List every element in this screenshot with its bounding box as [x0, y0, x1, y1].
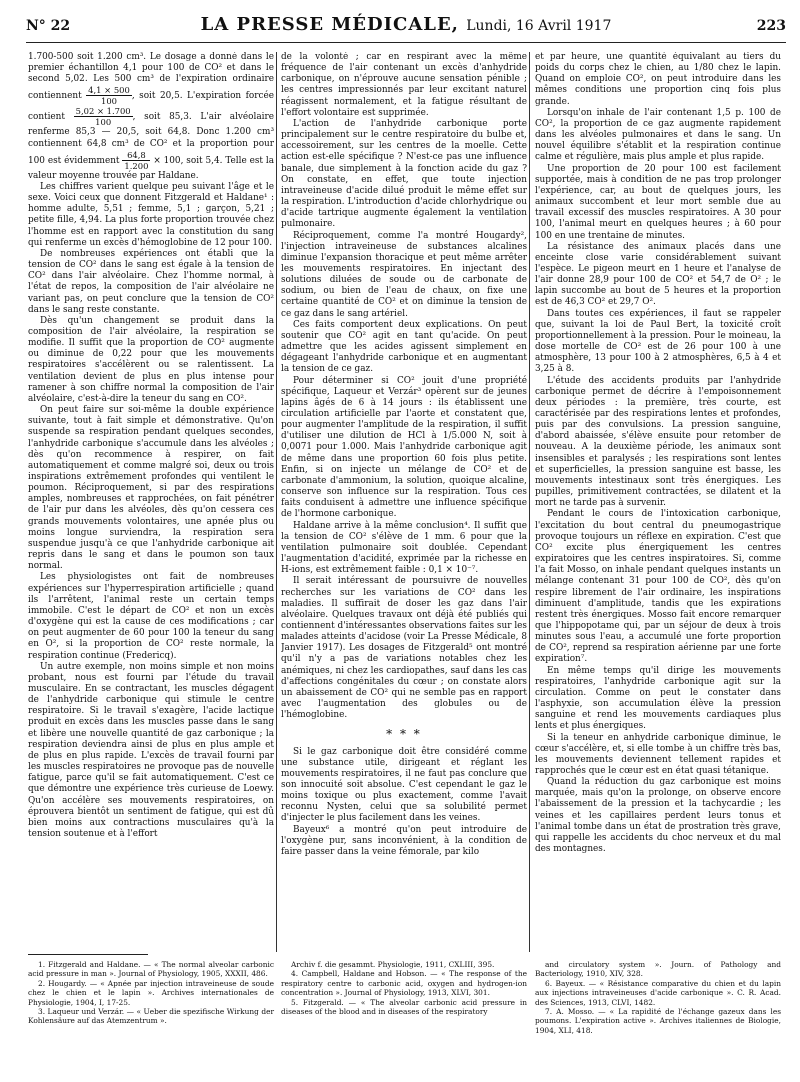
header-rule — [26, 42, 786, 43]
fraction-2-den: 100 — [95, 117, 112, 128]
page-header — [26, 0, 786, 40]
footnotes-column-2 — [281, 960, 527, 1016]
footnote: 5. Fitzgerald. — « The alveolar carbonic acid pressure in diseases of the blood and in diseases of the respiratory — [281, 997, 527, 1017]
paragraph: Les physiologistes ont fait de nombreuses expériences sur l'hyperrespiration artificielle ; quand ils l'arrêtent, l'animal reste un certain temps immobile. C'est le départ de CO² et non un excès d'oxygène qui est la cause de ces modifications ; car on peut augmenter de 60 pour 100 la teneur du sang en O², si la proportion de CO² reste normale, la respiration continue (Fredericq). — [28, 572, 274, 661]
footnote: 7. A. Mosso. — « La rapidité de l'échange gazeux dans les poumons. L'expiration active ». Archives italiennes de Biologie, 1904, XLI, 418. — [535, 1007, 781, 1035]
footnotes-column-1 — [28, 960, 274, 1026]
paragraph: L'étude des accidents produits par l'anhydride carbonique permet de décrire à l'empoisonnement deux périodes : la première, très courte, est caractérisée par des respirations lentes et profondes, puis par des convulsions. La pression sanguine, d'abord abaissée, s'élève ensuite pour retomber de nouveau. A la deuxième période, les animaux sont insensibles et paralysés ; les respirations sont lentes et superficielles, la pression sanguine est basse, les mouvements intestinaux sont très énergiques. Les pupilles, primitivement contractées, se dilatent et la mort ne tarde pas à survenir. — [535, 375, 781, 509]
issue-number: N° 22 — [26, 18, 71, 34]
paragraph: La résistance des animaux placés dans une enceinte close varie considérablement suivant l'espèce. Le pigeon meurt en 1 heure et l'analyse de l'air donne 28,9 pour 100 de CO² et 54,7 de O² ; le lapin succombe au bout de 5 heures et la proportion est de 46,3 CO² et 29,7 O². — [535, 241, 781, 308]
fraction-2 — [74, 106, 133, 127]
footnote: 4. Campbell, Haldane and Hobson. — « The response of the respiratory centre to carbonic acid, oxygen and hydrogen-ion concentration ». Journal of Physiology, 1913, XLVI, 301. — [281, 969, 527, 998]
paragraph: On peut faire sur soi-même la double expérience suivante, tout à fait simple et démonstrative. Qu'on suspende sa respiration pendant quelques secondes, l'anhydride carbonique s'accumule dans les alvéoles ; dès qu'on recommence à respirer, on fait automatiquement et comme malgré soi, deux ou trois inspirations extrêmement profondes qui ventilent le poumon. Réciproquement, si par des respirations amples, nombreuses et rapprochées, on fait pénétrer de l'air pur dans les alvéoles, dès qu'on cessera ces grands mouvements volontaires, une apnée plus ou moins longue surviendra, la respiration sera suspendue jusqu'à ce que l'anhydride carbonique ait repris dans le sang et dans le poumon son taux normal. — [28, 405, 274, 572]
paragraph: Une proportion de 20 pour 100 est facilement supportée, mais à condition de ne pas trop prolonger l'expérience, car, au bout de quelques jours, les animaux succombent et leur mort semble due au travail excessif des muscles respiratoires. A 30 pour 100, l'animal meurt en quelques heures ; à 60 pour 100 en une trentaine de minutes. — [535, 163, 781, 241]
paragraph: Si la teneur en anhydride carbonique diminue, le cœur s'accélère, et, si elle tombe à un chiffre très bas, les mouvements deviennent tellement rapides et rapprochés que le cœur est en état quasi tétanique. — [535, 732, 781, 776]
column-3 — [535, 52, 781, 952]
footnote: 1. Fitzgerald and Haldane. — « The normal alveolar carbonic acid pressure in man ». Journal of Physiology, 1905, XXXII, 486. — [28, 960, 274, 979]
paragraph: Dans toutes ces expériences, il faut se rappeler que, suivant la loi de Paul Bert, la toxicité croît proportionnellement à la pression. Pour le moineau, la dose mortelle de CO² est de 26 pour 100 à une atmosphère, 13 pour 100 à 2 atmosphères, 6,5 à 4 et 3,25 à 8. — [535, 308, 781, 375]
paragraph: Les chiffres varient quelque peu suivant l'âge et le sexe. Voici ceux que donnent Fitzgerald et Haldane¹ : homme adulte, 5,51 ; femme, 5,1 ; garçon, 5,21 ; petite fille, 4,94. La plus forte proportion trouvée chez l'homme est en rapport avec la constitution du sang qui renferme un excès d'hémoglobine de 12 pour 100. — [28, 181, 274, 248]
section-separator: * * * — [386, 727, 422, 742]
page-number: 223 — [756, 18, 786, 34]
calc-text-2: , soit 20,5. L'expiration forcée contient — [28, 91, 274, 123]
calc-text-3: , soit 85,3. L'air alvéolaire renferme 85,3 — 20,5, soit 64,8. Donc 1.200 cm³ contiennent 64,8 cm³ de CO² et la proportion pour 100 est évidemment — [28, 112, 274, 166]
fraction-1-num: 4,1 × 500 — [88, 85, 130, 96]
fraction-1-den: 100 — [101, 96, 117, 107]
paragraph: L'action de l'anhydride carbonique porte principalement sur le centre respiratoire du bulbe et, accessoirement, sur les centres de la moelle. Cette action est-elle spécifique ? N'est-ce pas une influence banale, due simplement à la fonction acide du gaz ? On constate, en effet, que toute injection intraveineuse d'acide dilué produit le même effet sur la respiration. L'introduction d'acide chlorhydrique ou d'acide tartrique augmente également la ventilation pulmonaire. — [281, 118, 527, 230]
issue-date: Lundi, 16 Avril 1917 — [466, 18, 612, 34]
paragraph: Il serait intéressant de poursuivre de nouvelles recherches sur les variations de CO² dans les maladies. Il suffirait de doser les gaz dans l'air alvéolaire. Quelques travaux ont déjà été publiés qui contiennent d'intéressantes observations faites sur les malades atteints d'acidose (voir La Presse Médicale, 8 Janvier 1917). Les dosages de Fitzgerald⁵ ont montré qu'il n'y a pas de variations notables chez les anémiques, ni chez les cardiopathes, sauf dans les cas d'affections congénitales du cœur ; on constate alors un abaissement de CO² qui ne semble pas en rapport avec l'augmentation des globules ou de l'hémoglobine. — [281, 576, 527, 721]
footnote-rule — [28, 954, 148, 955]
column-divider — [529, 52, 530, 952]
footnote: Archiv f. die gesammt. Physiologie, 1911, CXLIII, 395. — [291, 960, 495, 969]
journal-title — [26, 14, 786, 35]
paragraph: Dès qu'un changement se produit dans la composition de l'air alvéolaire, la respiration se modifie. Il suffit que la proportion de CO² augmente ou diminue de 0,22 pour que les mouvements respiratoires s'accélèrent ou se ralentissent. La ventilation devient de plus en plus intense pour ramener à son chiffre normal la composition de l'air alvéolaire, c'est-à-dire la teneur du sang en CO². — [28, 315, 274, 404]
paragraph: En même temps qu'il dirige les mouvements respiratoires, l'anhydride carbonique agit sur la circulation. Comme on peut le constater dans l'asphyxie, son accumulation élève la pression sanguine et rend les mouvements cardiaques plus lents et plus énergiques. — [535, 665, 781, 732]
fraction-3-num: 64,8 — [122, 150, 150, 161]
footnote: 3. Laqueur und Verzár. — « Ueber die spezifische Wirkung der Kohlensäure auf das Atemzentrum ». — [28, 1007, 274, 1026]
footnotes-column-3 — [535, 960, 781, 1035]
paragraph: Si le gaz carbonique doit être considéré comme une substance utile, dirigeant et réglant les mouvements respiratoires, il ne faut pas conclure que son innocuité soit absolue. C'est cependant le gaz le moins toxique ou plus exactement, comme l'avait reconnu Nysten, celui que sa solubilité permet d'injecter le plus facilement dans les veines. — [281, 746, 527, 824]
column-2 — [281, 52, 527, 952]
paragraph: Pendant le cours de l'intoxication carbonique, l'excitation du bout central du pneumogastrique provoque toujours un réflexe en expiration. C'est que CO² excite plus énergiquement les centres expiratoires que les centres inspiratoires. Si, comme l'a fait Mosso, on inhale pendant quelques instants un mélange contenant 31 pour 100 de CO², dès qu'on respire librement de l'air ordinaire, les inspirations diminuent d'amplitude, tandis que les expirations restent très énergiques. Mosso fait encore remarquer que l'hippopotame qui, par un séjour de deux à trois minutes sous l'eau, a accumulé une forte proportion de CO², reprend sa respiration aérienne par une forte expiration⁷. — [535, 509, 781, 665]
calc-text-4: × 100, soit 5,4. Telle est la valeur moyenne trouvée par Haldane. — [28, 155, 274, 181]
column-divider — [276, 52, 277, 952]
paragraph: Ces faits comportent deux explications. On peut soutenir que CO² agit en tant qu'acide. On peut admettre que les acides agissent simplement en dégageant l'anhydride carbonique et en augmentant la tension de ce gaz. — [281, 319, 527, 375]
paragraph: Quand la réduction du gaz carbonique est moins marquée, mais qu'on la prolonge, on observe encore l'abaissement de la pression et la tachycardie ; les veines et les capillaires perdent leurs tonus et l'animal tombe dans un état de prostration très grave, qui rappelle les accidents du choc nerveux et du mal des montagnes. — [535, 777, 781, 855]
fraction-3 — [122, 150, 150, 171]
paragraph: de la volonté ; car en respirant avec la même fréquence de l'air contenant un excès d'anhydride carbonique, on n'éprouve aucune sensation pénible ; les centres impressionnés par leur excitant naturel réagissent normalement, et la fatigue résultant de l'effort volontaire est supprimée. — [281, 52, 527, 118]
fraction-1 — [86, 85, 132, 106]
fraction-3-den: 1.200 — [124, 160, 149, 171]
paragraph: Pour déterminer si CO² jouit d'une propriété spécifique, Laqueur et Verzár³ opèrent sur de jeunes lapins âgés de 6 à 14 jours : ils établissent une circulation artificielle par l'aorte et constatent que, pour augmenter l'amplitude de la respiration, il suffit d'utiliser une dilution de HCl à 1/5.000 N, soit à 0,0071 pour 1.000. Mais l'anhydride carbonique agit de même dans une proportion 60 fois plus petite. Enfin, si on injecte un mélange de CO² et de carbonate d'ammonium, la solution, quoique alcaline, conserve son influence sur la respiration. Tous ces faits conduisent à admettre une influence spécifique de l'hormone carbonique. — [281, 375, 527, 520]
paragraph: et par heure, une quantité équivalant au tiers du poids du corps chez le chien, au 1/80 chez le lapin. Quand on emploie CO², on peut introduire dans les mêmes conditions une proportion cinq fois plus grande. — [535, 52, 781, 107]
footnote: and circulatory system ». Journ. of Pathology and Bacteriology, 1910, XIV, 328. — [535, 960, 781, 979]
column-1 — [28, 52, 274, 952]
calc-paragraph — [28, 52, 274, 182]
fraction-2-num: 5,02 × 1.700 — [75, 106, 131, 117]
footnote: 2. Hougardy. — « Apnée par injection intraveineuse de soude chez le chien et le lapin ». Archives internationales de Physiologie, 1904, I, 17-25. — [28, 978, 274, 1007]
footnote: 6. Bayeux. — « Résistance comparative du chien et du lapin aux injections intraveineuses d'acide carbonique ». C. R. Acad. des Sciences, 1913, CLVI, 1482. — [535, 978, 781, 1007]
paragraph: Un autre exemple, non moins simple et non moins probant, nous est fourni par l'étude du travail musculaire. En se contractant, les muscles dégagent de l'anhydride carbonique qui stimule le centre respiratoire. Si le travail s'exagère, l'acide lactique produit en excès dans les muscles passe dans le sang et libère une nouvelle quantité de gaz carbonique ; la respiration deviendra ainsi de plus en plus ample et de plus en plus rapide. L'excès de travail fourni par les muscles respiratoires ne provoque pas de nouvelle fatigue, parce qu'il se fait automatiquement. C'est ce que démontre une expérience très curieuse de Loewy. Qu'on accélère ses mouvements respiratoires, on éprouvera bientôt un sentiment de fatigue, qui est dû bien moins aux contractions musculaires qu'à la tension soutenue et à l'effort — [28, 661, 274, 839]
paragraph: Lorsqu'on inhale de l'air contenant 1,5 p. 100 de CO², la proportion de ce gaz augmente rapidement dans les alvéoles pulmonaires et dans le sang. Un nouvel équilibre s'établit et la respiration continue calme et régulière, mais plus ample et plus rapide. — [535, 107, 781, 163]
paragraph: Réciproquement, comme l'a montré Hougardy², l'injection intraveineuse de substances alcalines diminue l'expansion thoracique et peut même arrêter les mouvements respiratoires. En injectant des solutions diluées de soude ou de carbonate de sodium, ou bien de l'eau de chaux, on fixe une certaine quantité de CO² et on diminue la tension de ce gaz dans le sang artériel. — [281, 230, 527, 319]
paragraph: Haldane arrive à la même conclusion⁴. Il suffit que la tension de CO² s'élève de 1 mm. 6 pour que la ventilation pulmonaire soit doublée. Cependant l'augmentation d'acidité, exprimée par la richesse en H-ions, est extrêmement faible : 0,1 × 10⁻⁷. — [281, 520, 527, 576]
journal-name: LA PRESSE MÉDICALE, — [200, 14, 459, 35]
paragraph: Bayeux⁶ a montré qu'on peut introduire de l'oxygène pur, sans inconvénient, à la condition de faire passer dans la veine fémorale, par kilo — [281, 824, 527, 857]
calc-text-1: 1.700-500 soit 1.200 cm³. Le dosage a donné dans le premier échantillon 4,1 pour 100 de CO² et dans le second 5,02. Les 500 cm³ de l'expiration ordinaire contiennent — [28, 52, 274, 102]
paragraph: De nombreuses expériences ont établi que la tension de CO² dans le sang est égale à la tension de CO² dans l'air alvéolaire. Chez l'homme normal, à l'état de repos, la composition de l'air alvéolaire ne variant pas, on peut conclure que la tension de CO² dans le sang reste constante. — [28, 248, 274, 315]
